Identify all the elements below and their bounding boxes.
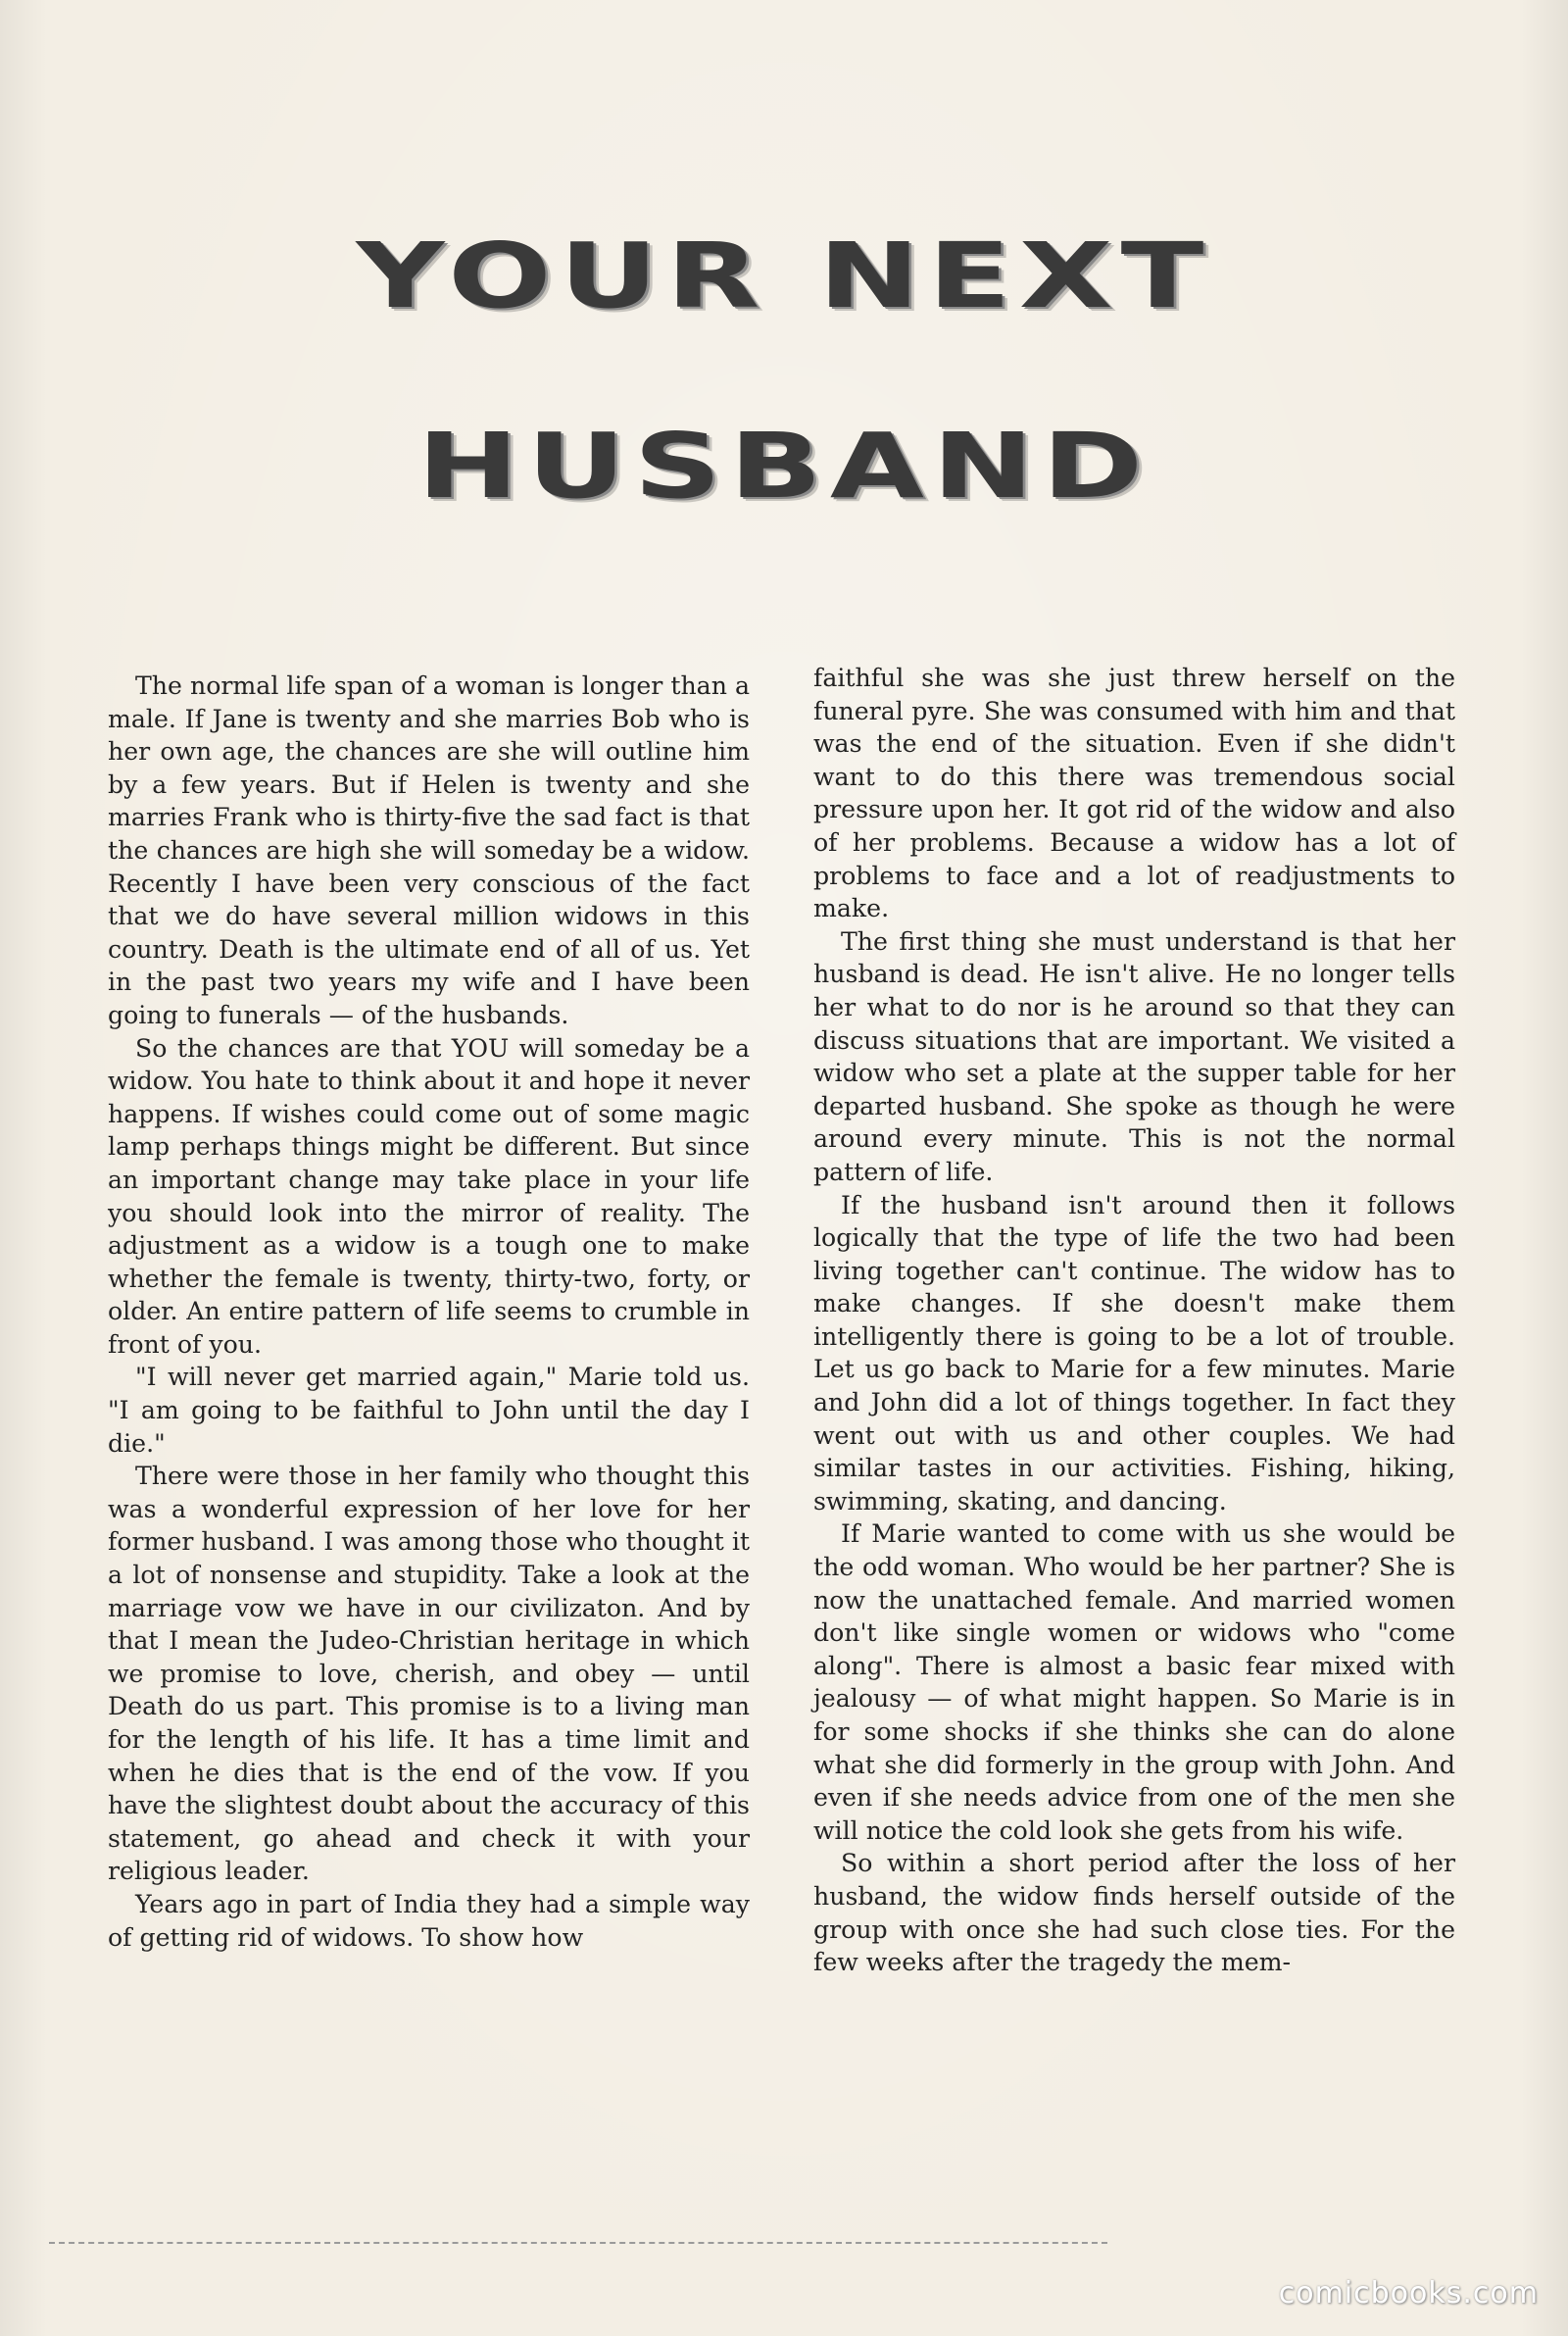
paragraph: So within a short period after the loss of her husband, the widow finds herself outside of the group with once she had such close ties. For the few weeks after the tragedy the mem- xyxy=(813,1849,1455,1977)
article-title-line-1: YOUR NEXT xyxy=(356,224,1212,328)
paragraph: So the chances are that YOU will someday be a widow. You hate to think about it and hope it never happens. If wishes could come out of some magic lamp perhaps things might be different. But since an important change may take place in your life you should look into the mirror of reality. The adjustment as a widow is a tough one to make whether the female is twenty, thirty-two, forty, or older. An entire pattern of life seems to crumble in front of you. xyxy=(108,1033,750,1359)
right-text-column xyxy=(813,662,1455,1979)
paragraph: There were those in her family who thought this was a wonderful expression of her love for her former husband. I was among those who thought it a lot of nonsense and stupidity. Take a look at the marriage vow we have in our civilizaton. And by that I mean the Judeo-Christian heritage in which we promise to love, cherish, and obey — until Death do us part. This promise is to a living man for the length of his life. It has a time limit and when he dies that is the end of the vow. If you have the slightest doubt about the accuracy of this statement, go ahead and check it with your religious leader. xyxy=(108,1462,750,1886)
paragraph: "I will never get married again," Marie told us. "I am going to be faithful to John until the day I die." xyxy=(108,1363,750,1458)
paragraph: If Marie wanted to come with us she would be the odd woman. Who would be her partner? She is now the unattached female. And married women don't like single women or widows who "come along". There is almost a basic fear mixed with jealousy — of what might happen. So Marie is in for some shocks if she thinks she can do alone what she did formerly in the group with John. And even if she needs advice from one of the men she will notice the cold look she gets from his wife. xyxy=(813,1519,1455,1845)
paragraph: The normal life span of a woman is longer than a male. If Jane is twenty and she marries Bob who is her own age, the chances are she will outline him by a few years. But if Helen is twenty and she marries Frank who is thirty-five the sad fact is that the chances are high she will someday be a widow. Recently I have been very conscious of the fact that we do have several million widows in this country. Death is the ultimate end of all of us. Yet in the past two years my wife and I have been going to funerals — of the husbands. xyxy=(108,671,750,1029)
source-watermark: comicbooks.com xyxy=(1278,2276,1539,2311)
paragraph: Years ago in part of India they had a simple way of getting rid of widows. To show how xyxy=(108,1889,750,1952)
paragraph: If the husband isn't around then it follows logically that the type of life the two had been living together can't continue. The widow has to make changes. If she doesn't make them intelligently there is going to be a lot of trouble. Let us go back to Marie for a few minutes. Marie and John did a lot of things together. In fact they went out with us and other couples. We had similar tastes in our activities. Fishing, hiking, swimming, skating, and dancing. xyxy=(813,1190,1455,1516)
left-text-column xyxy=(108,670,750,1954)
paragraph: The first thing she must understand is that her husband is dead. He isn't alive. He no longer tells her what to do nor is he around so that they can discuss situations that are important. We visited a widow who set a plate at the supper table for her departed husband. She spoke as though he were around every minute. This is not the normal pattern of life. xyxy=(813,926,1455,1186)
bottom-divider xyxy=(49,2242,1107,2244)
article-title-line-2: HUSBAND xyxy=(416,414,1152,519)
paragraph-continuation: faithful she was she just threw herself on the funeral pyre. She was consumed with him and that was the end of the situation. Even if she didn't want to do this there was tremendous social pressure upon her. It got rid of the widow and also of her problems. Because a widow has a lot of problems to face and a lot of readjustments to make. xyxy=(813,664,1455,923)
